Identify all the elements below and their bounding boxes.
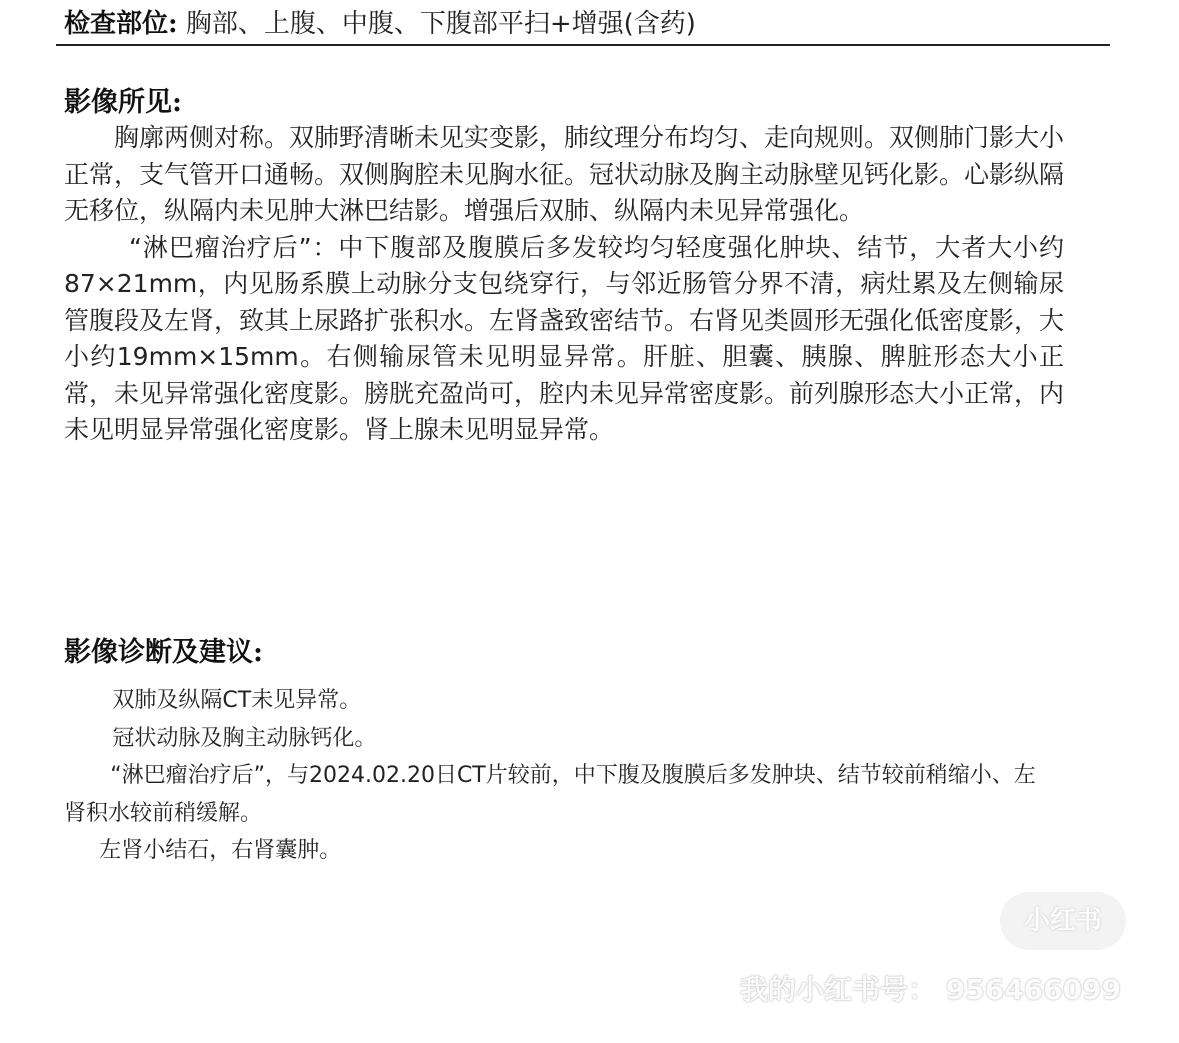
diagnosis-line: 左肾小结石，右肾囊肿。 [99, 838, 342, 863]
findings-body [64, 120, 1064, 449]
findings-paragraph-chest: 胸廓两侧对称。双肺野清晰未见实变影，肺纹理分布均匀、走向规则。双侧肺门影大小正常，支气管开口通畅。双侧胸腔未见胸水征。冠状动脉及胸主动脉壁见钙化影。心影纵隔无移位，纵隔内未见肿大淋巴结影。增强后双肺、纵隔内未见异常强化。 [64, 123, 1065, 225]
findings-paragraph-abdomen: “淋巴瘤治疗后”：中下腹部及腹膜后多发较均匀轻度强化肿块、结节，大者大小约87×21mm，内见肠系膜上动脉分支包绕穿行，与邻近肠管分界不清，病灶累及左侧输尿管腹段及左肾，致其上尿路扩张积水。左肾盏致密结节。右肾见类圆形无强化低密度影，大小约19mm×15mm。右侧输尿管未见明显异常。肝脏、胆囊、胰腺、脾脏形态大小正常，未见异常强化密度影。膀胱充盈尚可，腔内未见异常密度影。前列腺形态大小正常，内未见明显异常强化密度影。肾上腺未见明显异常。 [64, 232, 1065, 444]
diagnosis-line: 双肺及纵隔CT未见异常。 [112, 688, 362, 713]
diagnosis-line: 冠状动脉及胸主动脉钙化。 [112, 725, 377, 751]
diagnosis-body [64, 682, 1054, 870]
account-id-watermark: 我的小红书号： 956466099 [740, 973, 1122, 1006]
findings-heading: 影像所见: [64, 87, 182, 118]
diagnosis-heading: 影像诊断及建议: [64, 637, 263, 668]
exam-site-value: 胸部、上腹、中腹、下腹部平扫+增强(含药) [177, 9, 696, 39]
xiaohongshu-logo-watermark: 小红书 [1000, 892, 1126, 950]
diagnosis-line: “淋巴瘤治疗后”，与2024.02.20日CT片较前，中下腹及腹膜后多发肿块、结节较前稍缩小、左肾积水较前稍缓解。 [64, 763, 1036, 826]
exam-site-line [56, 4, 1110, 46]
exam-site-label: 检查部位: [64, 9, 178, 39]
